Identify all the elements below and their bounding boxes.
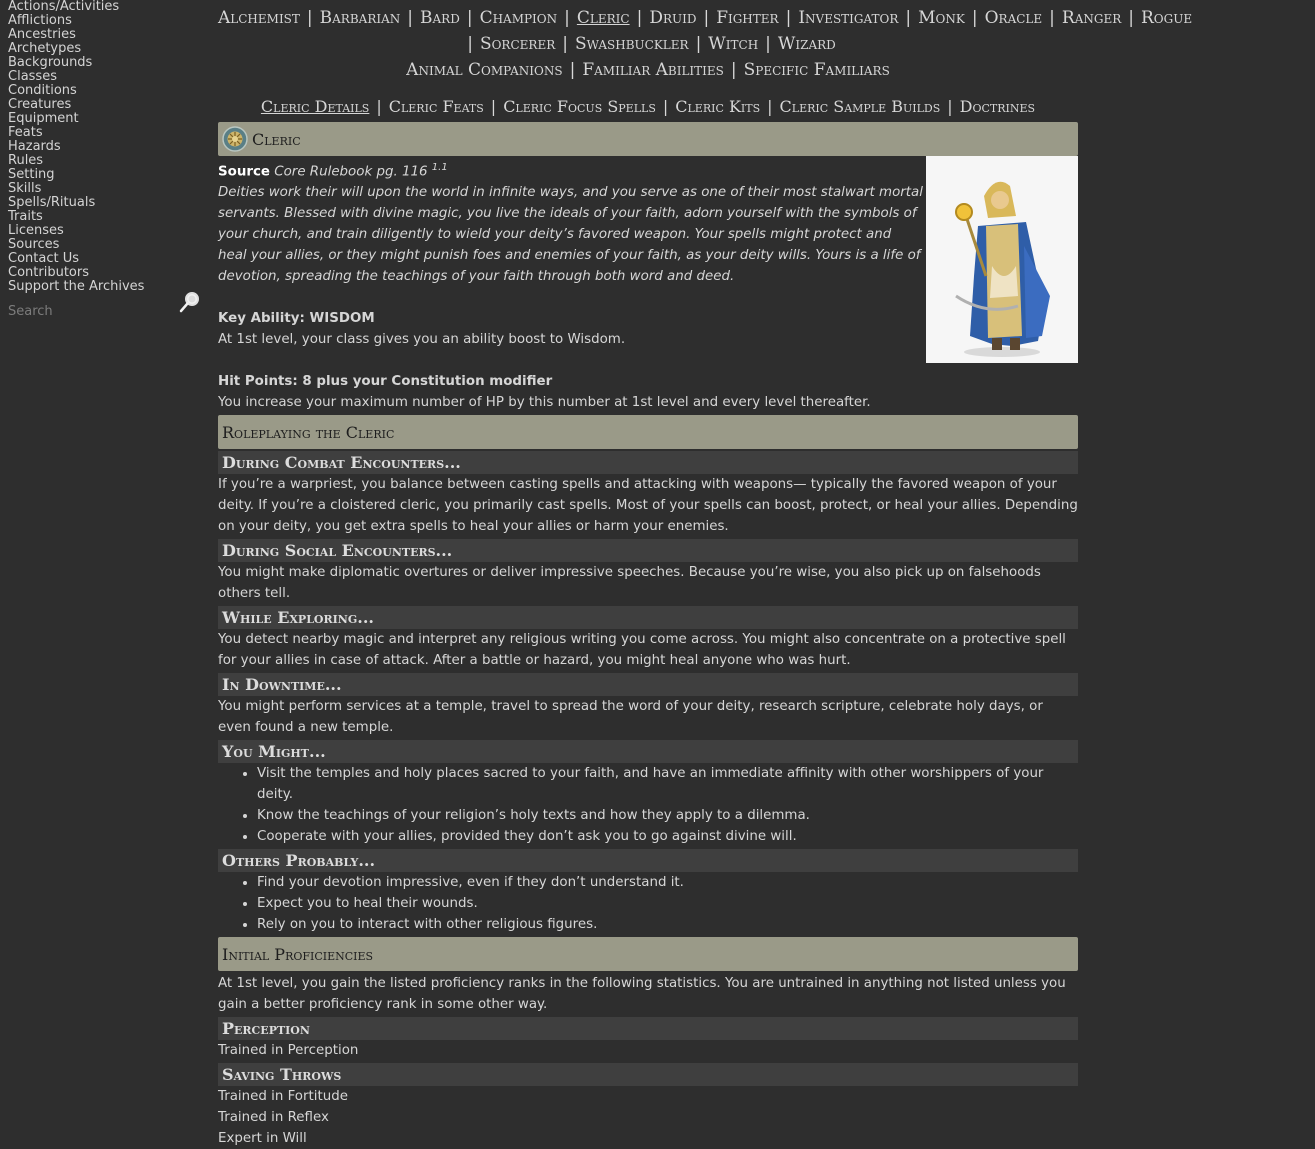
nav-link-rogue[interactable]: Rogue <box>1140 8 1193 28</box>
save-reflex: Trained in Reflex <box>218 1110 329 1126</box>
cleric-illustration-icon <box>926 156 1078 363</box>
nav-link-sorcerer[interactable]: Sorcerer <box>479 34 556 54</box>
class-nav-row <box>218 31 1078 57</box>
search-box <box>8 302 203 322</box>
exploring-text: You detect nearby magic and interpret any religious writing you come across. You might also concentrate on a protective spell for your allies in case of attack. After a battle or hazard, you might heal anyone who was hurt. <box>218 632 1066 669</box>
social-title: During Social Encounters... <box>222 541 453 561</box>
nav-link-doctrines[interactable]: Doctrines <box>959 97 1036 116</box>
proficiencies-text: At 1st level, you gain the listed proficiency ranks in the following statistics. You are untrained in anything not listed unless you gain a better proficiency rank in some other way. <box>218 976 1066 1013</box>
cleric-artwork <box>926 156 1078 363</box>
nav-separator: | <box>569 60 576 80</box>
others-title: Others Probably... <box>222 851 376 871</box>
subsection-bar <box>218 1063 1078 1086</box>
nav-link-cleric[interactable]: Cleric <box>576 8 630 28</box>
key-ability-label: Key Ability: WISDOM <box>218 311 375 327</box>
sidebar-nav <box>8 0 203 294</box>
section-title-bar <box>218 937 1078 971</box>
combat-text: If you’re a warpriest, you balance between casting spells and attacking with weapons— typically the favored weapon of your deity. If you’re a cloistered cleric, you primarily cast spells. Most of your spells can boost, protect, or heal your allies. Depending on your deity, you get extra spells to heal your allies or harm your enemies. <box>218 477 1078 535</box>
sidebar-item-hazards[interactable]: Hazards <box>8 139 61 154</box>
sidebar-item-actions-activities[interactable]: Actions/Activities <box>8 0 120 14</box>
proficiencies-title: Initial Proficiencies <box>222 944 374 964</box>
sidebar-item-rules[interactable]: Rules <box>8 153 44 168</box>
subsection-bar <box>218 539 1078 562</box>
class-nav-row <box>218 5 1193 31</box>
nav-link-druid[interactable]: Druid <box>649 8 697 28</box>
hit-points-label: Hit Points: 8 plus your Constitution modifier <box>218 374 553 390</box>
source-version: 1.1 <box>431 162 448 173</box>
key-ability-text: At 1st level, your class gives you an ability boost to Wisdom. <box>218 332 626 348</box>
nav-link-familiar-abilities[interactable]: Familiar Abilities <box>582 60 724 80</box>
source-label: Source <box>218 164 270 180</box>
sidebar-item-sources[interactable]: Sources <box>8 237 60 252</box>
sidebar-item-spells-rituals[interactable]: Spells/Rituals <box>8 195 96 210</box>
nav-separator: | <box>1049 8 1055 28</box>
nav-separator: | <box>767 97 773 116</box>
nav-separator: | <box>905 8 912 28</box>
nav-link-animal-companions[interactable]: Animal Companions <box>406 60 563 80</box>
nav-link-cleric-focus-spells[interactable]: Cleric Focus Spells <box>503 97 656 116</box>
nav-separator: | <box>467 34 473 54</box>
sub-nav <box>218 97 1078 117</box>
nav-separator: | <box>636 8 643 28</box>
nav-separator: | <box>306 8 313 28</box>
nav-separator: | <box>971 8 978 28</box>
nav-link-cleric-feats[interactable]: Cleric Feats <box>388 97 484 116</box>
nav-separator: | <box>564 8 570 28</box>
nav-separator: | <box>562 34 568 54</box>
sidebar-item-archetypes[interactable]: Archetypes <box>8 41 82 56</box>
main-content <box>218 0 1193 1149</box>
cleric-class-icon <box>222 126 248 152</box>
you-might-title: You Might... <box>222 742 326 762</box>
saving-throws-title: Saving Throws <box>222 1065 342 1085</box>
others-list <box>218 872 1078 935</box>
subsection-bar <box>218 673 1078 696</box>
combat-title: During Combat Encounters... <box>222 453 461 473</box>
subsection-bar <box>218 606 1078 629</box>
sidebar-item-conditions[interactable]: Conditions <box>8 83 77 98</box>
nav-separator: | <box>662 97 669 116</box>
nav-link-bard[interactable]: Bard <box>420 8 460 28</box>
nav-separator: | <box>785 8 792 28</box>
nav-separator: | <box>695 34 702 54</box>
sidebar-item-ancestries[interactable]: Ancestries <box>8 27 76 42</box>
sidebar-item-skills[interactable]: Skills <box>8 181 42 196</box>
list-item: • Cooperate with your allies, provided they don’t ask you to go against divine will. <box>257 826 1078 847</box>
magnifier-icon[interactable] <box>178 290 202 314</box>
search-input[interactable] <box>8 302 168 320</box>
sidebar-item-backgrounds[interactable]: Backgrounds <box>8 55 93 70</box>
exploring-title: While Exploring... <box>222 608 374 628</box>
social-text: You might make diplomatic overtures or deliver impressive speeches. Because you’re wise, you also pick up on falsehoods others tell. <box>218 565 1041 602</box>
intro-text-block <box>218 156 923 392</box>
sidebar-item-licenses[interactable]: Licenses <box>8 223 64 238</box>
you-might-list <box>218 763 1078 847</box>
nav-separator: | <box>730 60 737 80</box>
source-line <box>218 157 923 182</box>
nav-link-investigator[interactable]: Investigator <box>798 8 899 28</box>
perception-text: Trained in Perception <box>218 1043 359 1059</box>
nav-separator: | <box>1128 8 1134 28</box>
save-fortitude: Trained in Fortitude <box>218 1089 348 1105</box>
subsection-bar <box>218 740 1078 763</box>
sidebar-item-creatures[interactable]: Creatures <box>8 97 72 112</box>
nav-link-oracle[interactable]: Oracle <box>984 8 1043 28</box>
nav-link-specific-familiars[interactable]: Specific Familiars <box>743 60 890 80</box>
nav-separator: | <box>407 8 413 28</box>
nav-separator: | <box>466 8 473 28</box>
list-item: • Visit the temples and holy places sacred to your faith, and have an immediate affinity with other worshippers of your deity. <box>257 763 1078 805</box>
nav-link-monk[interactable]: Monk <box>918 8 965 28</box>
nav-link-swashbuckler[interactable]: Swashbuckler <box>574 34 689 54</box>
subsection-bar <box>218 849 1078 872</box>
list-item: • Find your devotion impressive, even if they don’t understand it. <box>257 872 1078 893</box>
class-nav <box>218 0 1193 83</box>
section-title-bar <box>218 415 1078 449</box>
sidebar-item-classes[interactable]: Classes <box>8 69 57 84</box>
sidebar-item-contact-us[interactable]: Contact Us <box>8 251 79 266</box>
class-title-bar <box>218 122 1078 156</box>
downtime-title: In Downtime... <box>222 675 342 695</box>
nav-link-wizard[interactable]: Wizard <box>777 34 836 54</box>
source-link[interactable]: Core Rulebook pg. 116 <box>274 164 428 180</box>
nav-link-witch[interactable]: Witch <box>708 34 759 54</box>
nav-link-ranger[interactable]: Ranger <box>1061 8 1122 28</box>
nav-link-barbarian[interactable]: Barbarian <box>319 8 401 28</box>
list-item: • Rely on you to interact with other religious figures. <box>257 914 1078 935</box>
nav-separator: | <box>947 97 953 116</box>
nav-link-fighter[interactable]: Fighter <box>716 8 779 28</box>
nav-separator: | <box>703 8 710 28</box>
intro-description: Deities work their will upon the world in infinite ways, and you serve as one of their most stalwart mortal servants. Blessed with divine magic, you live the ideals of your faith, adorn yourself with the symbols of your church, and train diligently to wield your deity’s favored weapon. Your spells might protect and heal your allies, or they might punish foes and enemies of your faith, as your deity wills. Yours is a life of devotion, spreading the teachings of your faith through both word and deed. <box>218 185 923 285</box>
sidebar-item-afflictions[interactable]: Afflictions <box>8 13 72 28</box>
save-will: Expert in Will <box>218 1131 307 1147</box>
sidebar-item-support-the-archives[interactable]: Support the Archives <box>8 279 145 294</box>
list-item: • Know the teachings of your religion’s holy texts and how they apply to a dilemma. <box>257 805 1078 826</box>
nav-separator: | <box>490 97 497 116</box>
perception-title: Perception <box>222 1019 310 1039</box>
nav-link-champion[interactable]: Champion <box>479 8 558 28</box>
class-nav-row <box>218 57 1078 83</box>
sidebar-item-traits[interactable]: Traits <box>8 209 43 224</box>
hit-points-text: You increase your maximum number of HP by this number at 1st level and every level thereafter. <box>218 395 871 411</box>
nav-separator: | <box>376 97 382 116</box>
roleplaying-title: Roleplaying the Cleric <box>222 422 395 442</box>
subsection-bar <box>218 451 1078 474</box>
sidebar-item-equipment[interactable]: Equipment <box>8 111 79 126</box>
page-title: Cleric <box>252 129 301 149</box>
nav-separator: | <box>765 34 771 54</box>
subsection-bar <box>218 1017 1078 1040</box>
nav-link-alchemist[interactable]: Alchemist <box>218 8 300 28</box>
nav-link-cleric-kits[interactable]: Cleric Kits <box>675 97 761 116</box>
sidebar-item-setting[interactable]: Setting <box>8 167 55 182</box>
intro-section <box>218 156 1078 413</box>
nav-link-cleric-details[interactable]: Cleric Details <box>260 97 370 116</box>
nav-link-cleric-sample-builds[interactable]: Cleric Sample Builds <box>779 97 941 116</box>
sidebar-item-contributors[interactable]: Contributors <box>8 265 89 280</box>
list-item: • Expect you to heal their wounds. <box>257 893 1078 914</box>
downtime-text: You might perform services at a temple, travel to spread the word of your deity, research scripture, celebrate holy days, or even found a new temple. <box>218 699 1043 736</box>
sidebar-item-feats[interactable]: Feats <box>8 125 43 140</box>
sidebar <box>8 0 203 322</box>
